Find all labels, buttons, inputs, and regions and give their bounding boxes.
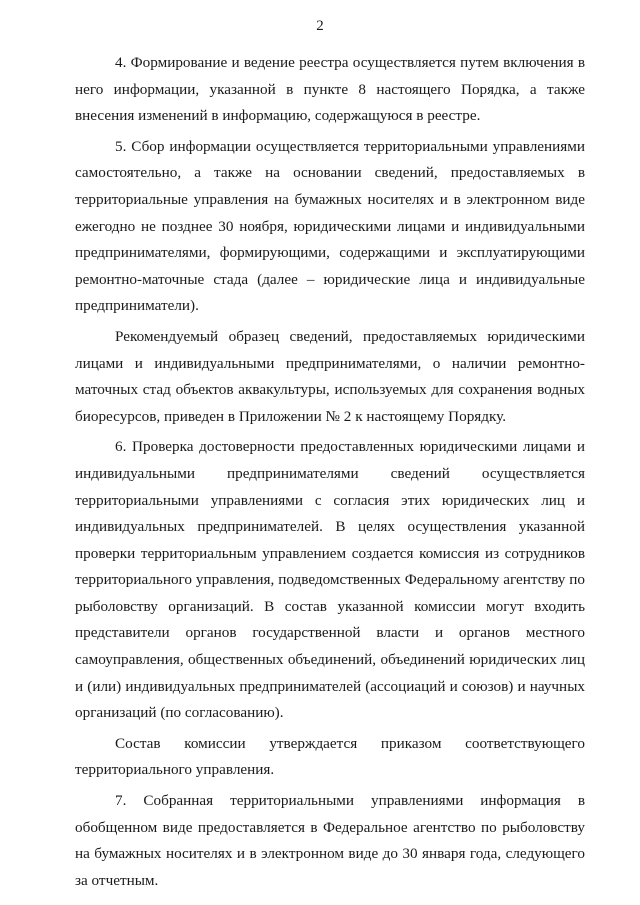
- page-number: 2: [316, 18, 324, 34]
- paragraph-item-6: 6. Проверка достоверности предоставленных юридическими лицами и индивидуальными предпринимателями сведений осуществляется территориальными управлениями с согласия этих юридических лиц и индивидуальных предпринимателей. В целях осуществления указанной проверки территориальным управлением создается комиссия из сотрудников территориального управления, подведомственных Федеральному агентству по рыболовству организаций. В состав указанной комиссии могут входить представители органов государственной власти и органов местного самоуправления, общественных объединений, объединений юридических лиц и (или) индивидуальных предпринимателей (ассоциаций и союзов) и научных организаций (по согласованию).: [75, 438, 585, 722]
- paragraph-item-7: 7. Собранная территориальными управлениями информация в обобщенном виде предоставляется в Федеральное агентство по рыболовству на бумажных носителях и в электронном виде до 30 января года, следующего за отчетным.: [75, 792, 585, 889]
- paragraph-commission-composition: Состав комиссии утверждается приказом соответствующего территориального управления.: [75, 734, 585, 779]
- document-body: [75, 50, 585, 898]
- paragraph-item-4: 4. Формирование и ведение реестра осуществляется путем включения в него информации, указанной в пункте 8 настоящего Порядка, а также внесения изменений в информацию, содержащуюся в реестре.: [75, 54, 585, 125]
- paragraph-item-5: 5. Сбор информации осуществляется территориальными управлениями самостоятельно, а также на основании сведений, предоставляемых в территориальные управления на бумажных носителях и в электронном виде ежегодно не позднее 30 ноября, юридическими лицами и индивидуальными предпринимателями, формирующими, содержащими и эксплуатирующими ремонтно-маточные стада (далее – юридические лица и индивидуальные предприниматели).: [75, 137, 585, 315]
- paragraph-recommended-sample: Рекомендуемый образец сведений, предоставляемых юридическими лицами и индивидуальными предпринимателями, о наличии ремонтно-маточных стад объектов аквакультуры, используемых для сохранения водных биоресурсов, приведен в Приложении № 2 к настоящему Порядку.: [75, 327, 585, 425]
